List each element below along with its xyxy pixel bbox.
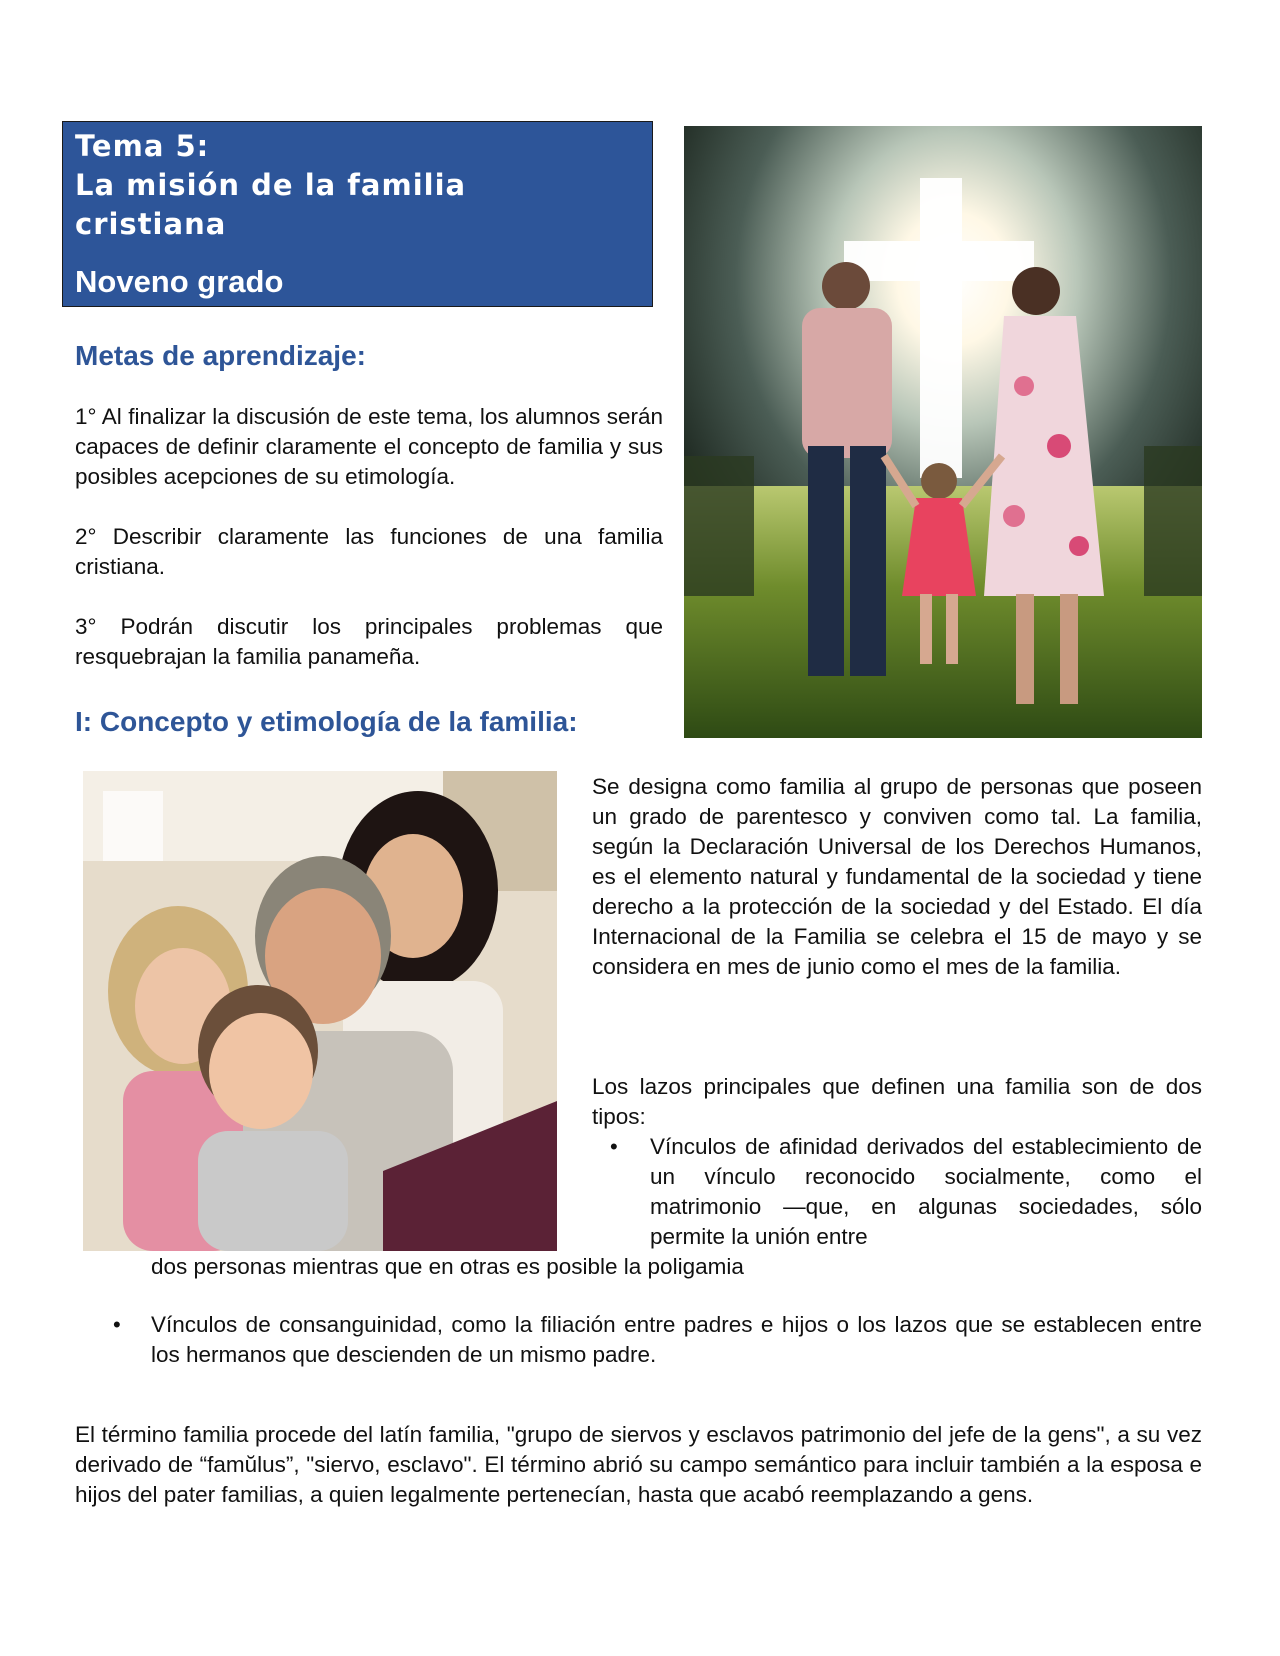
section-heading: I: Concepto y etimología de la familia:: [75, 706, 578, 737]
bullet-affinity-text: Vínculos de afinidad derivados del establecimiento de un vínculo reconocido socialmente, como el matrimonio —que, en algunas sociedades, sólo permite la unión entre: [650, 1134, 1202, 1249]
concept-paragraph: Se designa como familia al grupo de personas que poseen un grado de parentesco y conviven como tal. La familia, según la Declaración Universal de los Derechos Humanos, es el elemento natural y fundamental de la sociedad y tiene derecho a la protección de la sociedad y del Estado. El día Internacional de la Familia se celebra el 15 de mayo y se considera en mes de junio como el mes de la familia.: [592, 774, 1202, 979]
etymology-paragraph: El término familia procede del latín familia, "grupo de siervos y esclavos patrimonio del jefe de la gens", a su vez derivado de “famŭlus”, "siervo, esclavo". El término abrió su campo semántico para incluir también a la esposa e hijos del pater familias, a quien legalmente pertenecían, hasta que acabó reemplazando a gens.: [75, 1422, 1202, 1507]
topic-number: Tema 5:: [75, 129, 210, 163]
goals-heading: Metas de aprendizaje:: [75, 340, 366, 371]
family-portrait-photo: [83, 771, 557, 1251]
topic-title-line2: cristiana: [75, 207, 227, 241]
bullet-marker: •: [610, 1134, 618, 1159]
bullet-marker: •: [113, 1312, 121, 1337]
goal-item-1: 1° Al finalizar la discusión de este tema, los alumnos serán capaces de definir claramente el concepto de familia y sus posibles acepciones de su etimología.: [75, 404, 663, 489]
title-box: [62, 121, 653, 307]
goal-item-3: 3° Podrán discutir los principales problemas que resquebrajan la familia panameña.: [75, 614, 663, 669]
topic-title-line1: La misión de la familia: [75, 168, 467, 202]
bullet-consanguinity-text: Vínculos de consanguinidad, como la filiación entre padres e hijos o los lazos que se establecen entre los hermanos que descienden de un mismo padre.: [151, 1312, 1202, 1367]
family-cross-photo: [684, 126, 1202, 738]
grade-label: Noveno grado: [75, 264, 284, 299]
bonds-intro: Los lazos principales que definen una familia son de dos tipos:: [592, 1074, 1202, 1129]
goal-item-2: 2° Describir claramente las funciones de una familia cristiana.: [75, 524, 663, 579]
bullet-affinity-continuation: dos personas mientras que en otras es posible la poligamia: [151, 1254, 744, 1279]
